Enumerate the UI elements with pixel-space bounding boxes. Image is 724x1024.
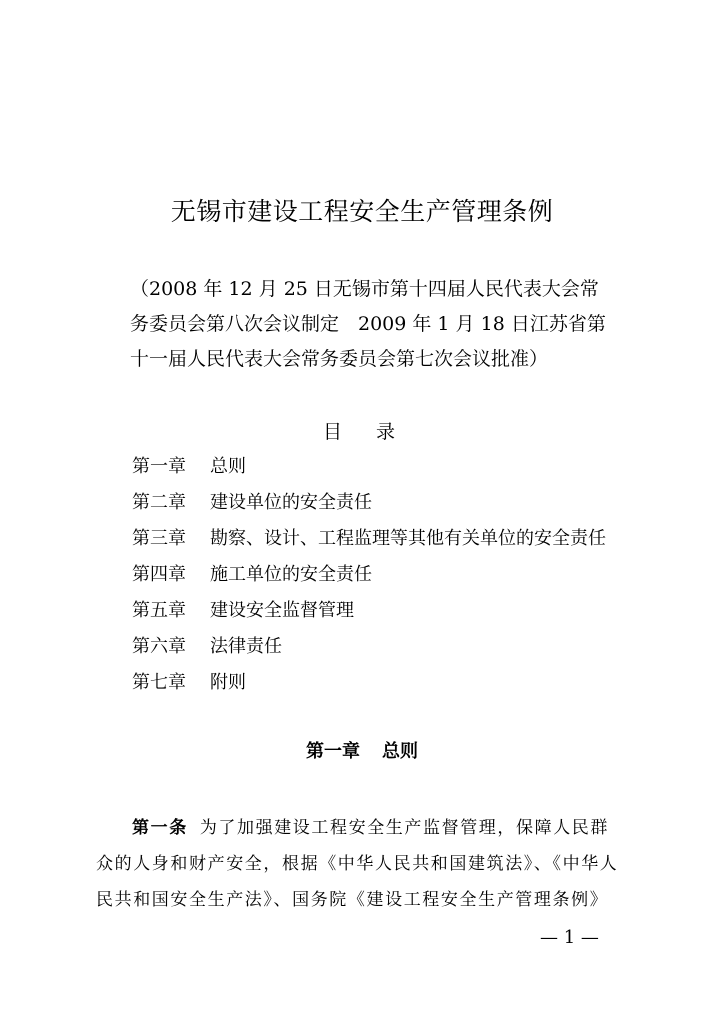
toc-item (132, 524, 652, 560)
toc-heading: 目录 (323, 421, 430, 443)
toc-chapter-number: 第六章 (132, 636, 186, 657)
toc-item (132, 452, 652, 488)
toc-chapter-number: 第一章 (132, 456, 186, 477)
chapter-title: 总则 (382, 741, 418, 762)
article-body (96, 810, 636, 918)
article-line (96, 810, 636, 846)
toc-chapter-title: 勘察、设计、工程监理等其他有关单位的安全责任 (210, 528, 606, 549)
article-number: 第一条 (132, 818, 188, 838)
toc-chapter-number: 第五章 (132, 600, 186, 621)
toc-chapter-title: 建设单位的安全责任 (210, 492, 372, 513)
toc-item (132, 596, 652, 632)
toc-item (132, 560, 652, 596)
toc-chapter-title: 附则 (210, 672, 246, 693)
article-text: 为了加强建设工程安全生产监督管理，保障人民群 (199, 818, 610, 838)
adoption-note (130, 272, 640, 377)
toc-chapter-number: 第二章 (132, 492, 186, 513)
toc-chapter-title: 建设安全监督管理 (210, 600, 354, 621)
adoption-note-line: 十一届人民代表大会常务委员会第七次会议批准） (130, 348, 549, 370)
toc-chapter-title: 施工单位的安全责任 (210, 564, 372, 585)
chapter-heading (0, 738, 724, 766)
toc-chapter-number: 第三章 (132, 528, 186, 549)
toc-chapter-title: 总则 (210, 456, 246, 477)
document-title: 无锡市建设工程安全生产管理条例 (170, 197, 554, 226)
toc-item (132, 488, 652, 524)
chapter-number: 第一章 (306, 741, 360, 762)
toc-chapter-number: 第四章 (132, 564, 186, 585)
toc-chapter-number: 第七章 (132, 672, 186, 693)
toc-item (132, 668, 652, 704)
page-number: — 1 — (540, 927, 599, 948)
toc-item (132, 632, 652, 668)
table-of-contents (132, 452, 652, 704)
adoption-note-line: （2008 年 12 月 25 日无锡市第十四届人民代表大会常 (130, 278, 599, 300)
toc-chapter-title: 法律责任 (210, 636, 282, 657)
adoption-note-line: 务委员会第八次会议制定 2009 年 1 月 18 日江苏省第 (130, 313, 606, 335)
article-line: 众的人身和财产安全，根据《中华人民共和国建筑法》、《中华人 (96, 854, 619, 874)
article-line: 民共和国安全生产法》、国务院《建设工程安全生产管理条例》 (96, 890, 609, 910)
